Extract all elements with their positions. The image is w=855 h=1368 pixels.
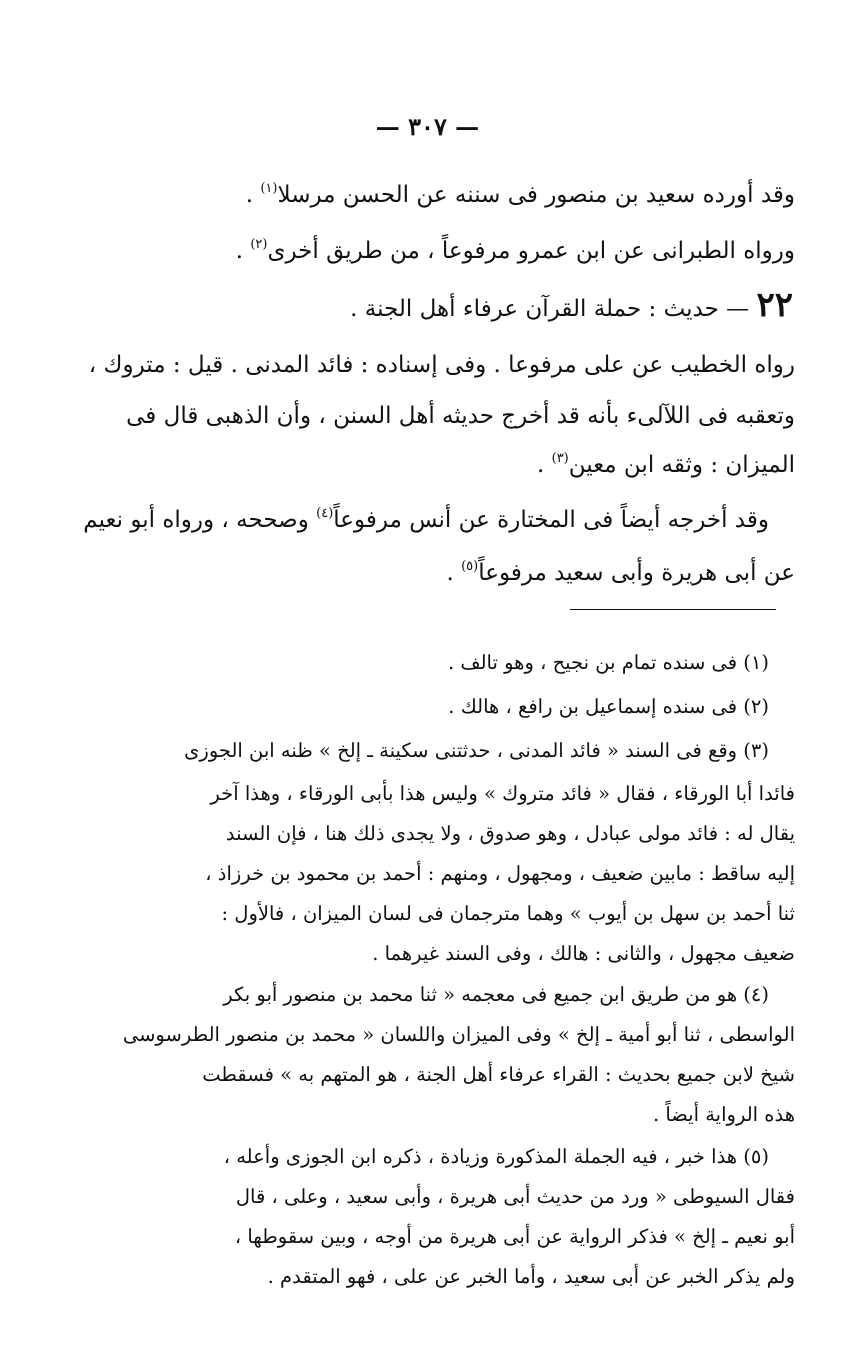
text-span: وقد أورده سعيد بن منصور فى سننه عن الحسن مرسلا bbox=[277, 182, 795, 208]
footnote-mark: (٥) bbox=[461, 559, 479, 574]
footnote-mark: (٤) bbox=[316, 506, 334, 521]
text-span: وقد أخرجه أيضاً فى المختارة عن أنس مرفوعاً bbox=[333, 507, 769, 533]
punctuation: . bbox=[235, 238, 251, 264]
footnote-line: (٣) وقع فى السند « فائد المدنى ، حدثتنى سكينة ـ إلخ » ظنه ابن الجوزى bbox=[184, 739, 769, 762]
footnote-line: (٤) هو من طريق ابن جميع فى معجمه « ثنا محمد بن منصور أبو بكر bbox=[223, 983, 769, 1006]
hadith-heading bbox=[350, 285, 793, 325]
footnote-line: (١) فى سنده تمام بن نجيح ، وهو تالف . bbox=[448, 651, 769, 674]
footnote-line: (٢) فى سنده إسماعيل بن رافع ، هالك . bbox=[448, 695, 769, 718]
text-line bbox=[83, 505, 769, 539]
text-line: وتعقبه فى اللآلىء بأنه قد أخرج حديثه أهل السنن ، وأن الذهبى قال فى bbox=[126, 403, 795, 429]
text-line bbox=[446, 558, 795, 592]
text-line bbox=[236, 236, 795, 270]
footnote-line: (٥) هذا خبر ، فيه الجملة المذكورة وزيادة ، ذكره ابن الجوزى وأعله ، bbox=[223, 1145, 769, 1168]
punctuation: . bbox=[536, 452, 552, 478]
footnote-separator bbox=[570, 609, 776, 610]
footnote-line: أبو نعيم ـ إلخ » فذكر الرواية عن أبى هريرة من أوجه ، وبين سقوطها ، bbox=[234, 1225, 795, 1248]
footnote-line: إليه ساقط : مابين ضعيف ، ومجهول ، ومنهم : أحمد بن محمود بن خرزاذ ، bbox=[205, 862, 795, 885]
hadith-text: : حملة القرآن عرفاء أهل الجنة . bbox=[350, 296, 664, 322]
text-line bbox=[246, 180, 795, 214]
hadith-label: حديث bbox=[663, 296, 719, 322]
footnote-line: فقال السيوطى « ورد من حديث أبى هريرة ، وأبى سعيد ، وعلى ، قال bbox=[235, 1185, 795, 1208]
page-number: — ٣٠٧ — bbox=[375, 112, 480, 141]
footnote-mark: (٢) bbox=[250, 237, 268, 252]
text-span: الميزان : وثقه ابن معين bbox=[568, 452, 795, 478]
text-line bbox=[537, 450, 795, 484]
footnote-mark: (١) bbox=[260, 181, 278, 196]
footnote-line: ثنا أحمد بن سهل بن أيوب » وهما مترجمان فى لسان الميزان ، فالأول : bbox=[221, 902, 795, 925]
text-line: رواه الخطيب عن على مرفوعا . وفى إسناده : فائد المدنى . قيل : متروك ، bbox=[88, 352, 795, 378]
footnote-line: ولم يذكر الخبر عن أبى سعيد ، وأما الخبر عن على ، فهو المتقدم . bbox=[267, 1265, 795, 1288]
hadith-number: ٢٢ bbox=[756, 285, 793, 325]
footnote-line: يقال له : فائد مولى عبادل ، وهو صدوق ، ولا يجدى ذلك هنا ، فإن السند bbox=[225, 822, 795, 845]
footnote-line: شيخ لابن جميع بحديث : القراء عرفاء أهل الجنة ، هو المتهم به » فسقطت bbox=[202, 1063, 795, 1086]
text-span: عن أبى هريرة وأبى سعيد مرفوعاً bbox=[478, 560, 795, 586]
punctuation: . bbox=[446, 560, 462, 586]
footnote-line: فائدا أبا الورقاء ، فقال « فائد متروك » وليس هذا بأبى الورقاء ، وهذا آخر bbox=[210, 782, 795, 805]
text-span: ورواه الطبرانى عن ابن عمرو مرفوعاً ، من طريق أخرى bbox=[267, 238, 795, 264]
footnote-line: الواسطى ، ثنا أبو أمية ـ إلخ » وفى الميزان واللسان « محمد بن منصور الطرسوسى bbox=[122, 1023, 795, 1046]
footnote-line: ضعيف مجهول ، والثانى : هالك ، وفى السند غيرهما . bbox=[372, 942, 795, 965]
footnote-mark: (٣) bbox=[551, 451, 569, 466]
text-span: وصححه ، ورواه أبو نعيم bbox=[83, 507, 309, 533]
footnote-line: هذه الرواية أيضاً . bbox=[652, 1103, 795, 1126]
punctuation: . bbox=[245, 182, 261, 208]
dash: — bbox=[718, 296, 757, 322]
